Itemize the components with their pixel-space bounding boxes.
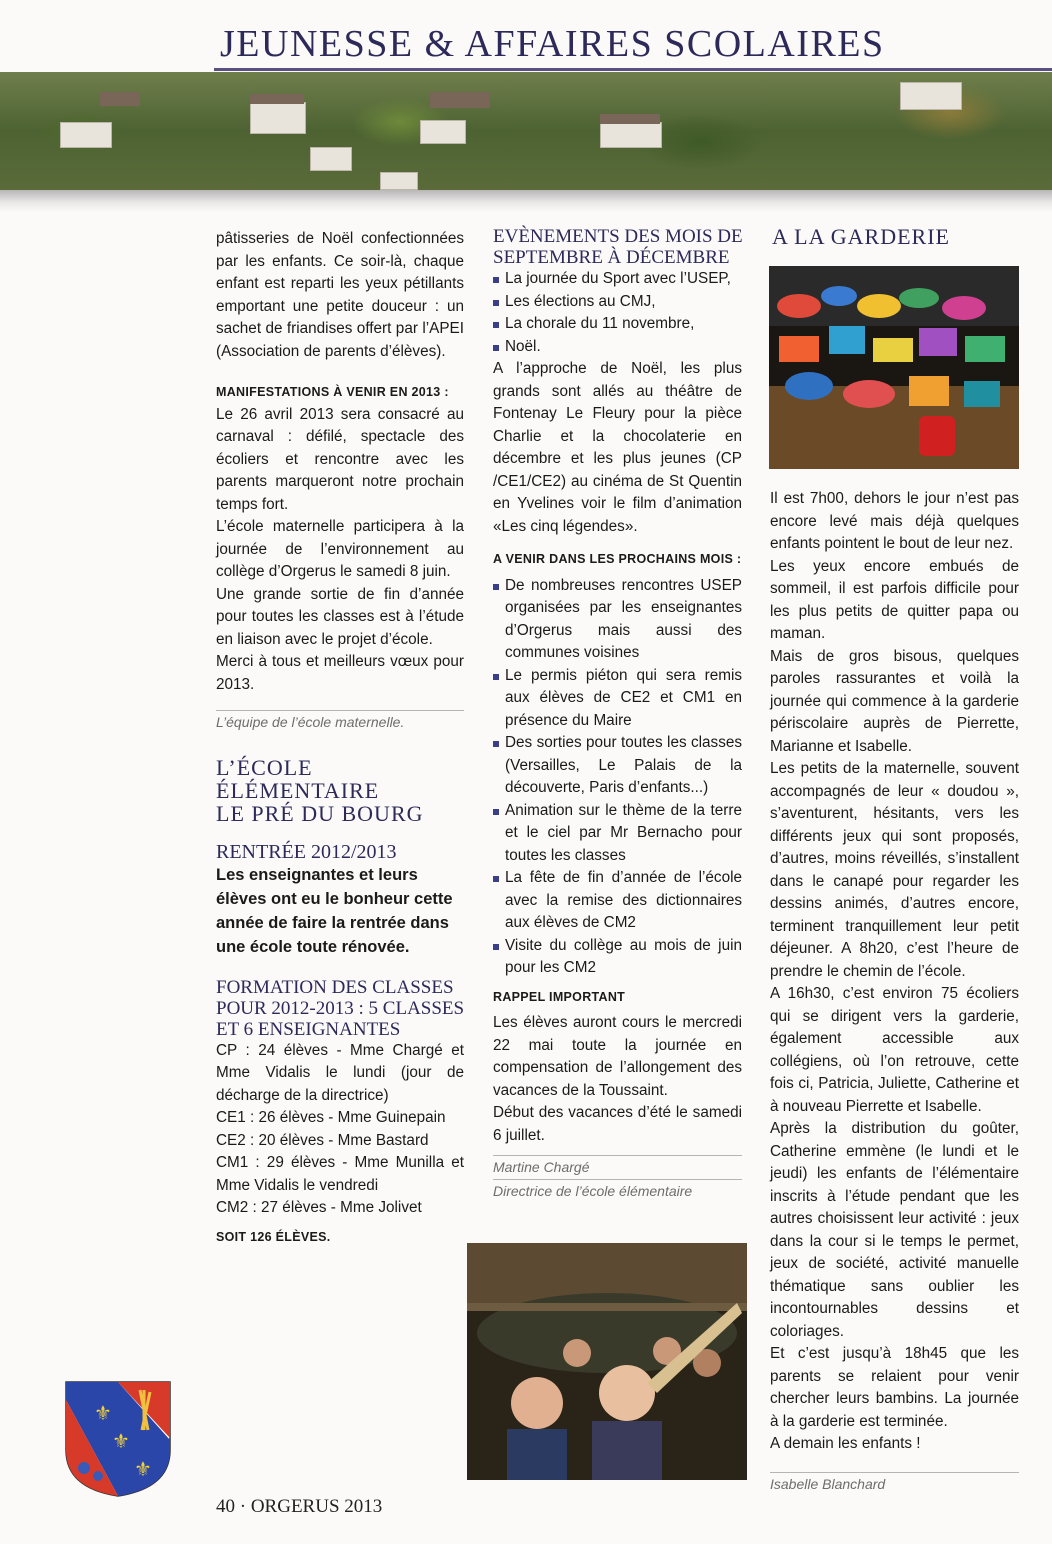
events-title-line: SEPTEMBRE À DÉCEMBRE (493, 247, 730, 268)
garderie-paragraph: Les petits de la maternelle, souvent accompagnés de leur « doudou », s’aventurent, hésitants, vers les différents jeux qui sont proposés, d’autres, moins réveillés, s’installent dans le canapé pour regarder les dessins animés, d’autres encore, terminent tranquillement leur petit déjeuner. A 8h20, c’est l’heure de prendre le chemin de l’école. (770, 760, 1019, 980)
garderie-paragraph: A demain les enfants ! (770, 1435, 921, 1452)
garderie-paragraph: A 16h30, c’est environ 75 écoliers qui se dirigent vers la garderie, également accessible aux collégiens, où l’on retrouve, cette fois ci, Patricia, Juliette, Catherine et à nouveau Pierrette et Isabelle. (770, 985, 1019, 1115)
page-footer: 40 · ORGERUS 2013 (216, 1496, 383, 1517)
rappel-heading: RAPPEL IMPORTANT (493, 989, 626, 1004)
svg-text:⚜: ⚜ (134, 1457, 152, 1481)
elementaire-signature-role: Directrice de l’école élémentaire (493, 1182, 693, 1199)
column-garderie (770, 488, 1019, 1495)
page-section-title: JEUNESSE & AFFAIRES SCOLAIRES (220, 23, 885, 65)
garderie-title: A LA GARDERIE (772, 224, 950, 249)
garderie-signature: Isabelle Blanchard (770, 1475, 886, 1492)
children-outing-photo (467, 1243, 747, 1480)
upcoming-item: La fête de fin d’année de l’école avec la remise des dictionnaires aux élèves de CM2 (493, 867, 742, 935)
upcoming-item: Visite du collège au mois de juin pour les CM2 (493, 935, 742, 980)
column-evenements (493, 226, 742, 1202)
garderie-paragraph: Mais de gros bisous, quelques paroles rassurantes et voilà la journée qui commence à la garderie périscolaire auprès de Pierrette, Marianne et Isabelle. (770, 647, 1019, 755)
upcoming-item: Le permis piéton qui sera remis aux élèves de CE2 et CM1 en présence du Maire (493, 665, 742, 733)
formation-heading-line: FORMATION DES CLASSES (216, 976, 454, 998)
class-entry: CM1 : 29 élèves - Mme Munilla et Mme Vidalis le vendredi (216, 1154, 464, 1194)
event-item: Les élections au CMJ, (493, 291, 742, 314)
section-title-line: LE PRÉ DU BOURG (216, 800, 424, 826)
section-title-line: L’ÉCOLE (216, 754, 313, 780)
banner-shadow (0, 190, 1052, 212)
event-item: La chorale du 11 novembre, (493, 313, 742, 336)
rappel-text: Les élèves auront cours le mercredi 22 mai toute la journée en compensation de l’allongement des vacances de la Toussaint. (493, 1014, 742, 1099)
upcoming-heading: A VENIR DANS LES PROCHAINS MOIS : (493, 552, 742, 566)
events-paragraph: Une grande sortie de fin d’année pour toutes les classes est à l’étude en liaison avec le projet d’école. (216, 585, 464, 648)
maternelle-signature: L’équipe de l’école maternelle. (216, 714, 405, 730)
formation-heading-line: POUR 2012-2013 : 5 CLASSES (216, 997, 465, 1019)
class-entry: CE1 : 26 élèves - Mme Guinepain (216, 1109, 446, 1126)
svg-text:⚜: ⚜ (94, 1401, 112, 1425)
elementaire-signature-name: Martine Chargé (493, 1159, 590, 1175)
section-title-line: ÉLÉMENTAIRE (216, 777, 380, 803)
events-paragraph: Le 26 avril 2013 sera consacré au carnaval : défilé, spectacle des écoliers et rencontre avec les parents marqueront notre prochain temps fort. (216, 405, 464, 513)
upcoming-item: De nombreuses rencontres USEP organisées par les enseignantes d’Orgerus mais aussi des communes voisines (493, 575, 742, 665)
event-item: La journée du Sport avec l’USEP, (493, 268, 742, 291)
total-students: SOIT 126 ÉLÈVES. (216, 1229, 331, 1244)
upcoming-item: Des sorties pour toutes les classes (Versailles, Le Palais de la découverte, Paris d’enfants...) (493, 732, 742, 800)
coat-of-arms-logo (64, 1380, 172, 1498)
garderie-paragraph: Les yeux encore embués de sommeil, il est parfois difficile pour les plus petits de quitter papa ou maman. (770, 557, 1019, 642)
event-item: Noël. (493, 336, 742, 359)
rappel-text: Début des vacances d’été le samedi 6 juillet. (493, 1104, 742, 1144)
svg-text:⚜: ⚜ (112, 1429, 130, 1453)
rentree-heading: RENTRÉE 2012/2013 (216, 840, 397, 863)
header-rule (214, 68, 1052, 71)
aerial-village-banner-image (0, 72, 1052, 190)
events-title-line: EVÈNEMENTS DES MOIS DE (493, 226, 743, 247)
garderie-paragraph: Après la distribution du goûter, Catherine emmène (le lundi et le jeudi) les enfants de l’élémentaire inscrits à l’étude pendant que les autres choisissent leur activité : jeux dans la cour si le temps le permet, jeux de société, activité manuelle thématique sans oublier les incontournables dessins et coloriages. (770, 1120, 1019, 1340)
column-ecoles (216, 228, 464, 1248)
noel-text: A l’approche de Noël, les plus grands sont allés au théâtre de Fontenay Le Fleury pour la pièce Charlie et la chocolaterie en décembre et les plus jeunes (CP /CE1/CE2) au cinéma de St Quentin en Yvelines voir le film d’animation «Les cinq légendes». (493, 360, 742, 535)
class-entry: CM2 : 27 élèves - Mme Jolivet (216, 1199, 422, 1216)
formation-heading-line: ET 6 ENSEIGNANTES (216, 1018, 401, 1040)
rentree-text: Les enseignantes et leurs élèves ont eu le bonheur cette année de faire la rentrée dans une école toute rénovée. (216, 865, 453, 956)
painted-boxes-photo (769, 266, 1019, 469)
events-heading: MANIFESTATIONS À VENIR EN 2013 : (216, 385, 449, 399)
events-paragraph: L’école maternelle participera à la journée de l’environnement au collège d’Orgerus le samedi 8 juin. (216, 518, 464, 580)
upcoming-item: Animation sur le thème de la terre et le ciel par Mr Bernacho pour toutes les classes (493, 800, 742, 868)
class-entry: CE2 : 20 élèves - Mme Bastard (216, 1131, 429, 1149)
maternelle-intro-text: pâtisseries de Noël confectionnées par les enfants. Ce soir-là, chaque enfant est reparti les yeux pétillants emportant une petite douceur : un sachet de friandises offert par l’APEI (Association de parents d’élèves). (216, 230, 464, 360)
garderie-paragraph: Il est 7h00, dehors le jour n’est pas encore levé mais déjà quelques enfants pointent le bout de leur nez. (770, 490, 1019, 552)
events-paragraph: Merci à tous et meilleurs vœux pour 2013. (216, 653, 464, 693)
class-entry: CP : 24 élèves - Mme Chargé et Mme Vidalis le lundi (jour de décharge de la directrice) (216, 1041, 464, 1104)
garderie-paragraph: Et c’est jusqu’à 18h45 que les parents se relaient pour venir chercher leurs bambins. La journée à la garderie est terminée. (770, 1345, 1019, 1430)
